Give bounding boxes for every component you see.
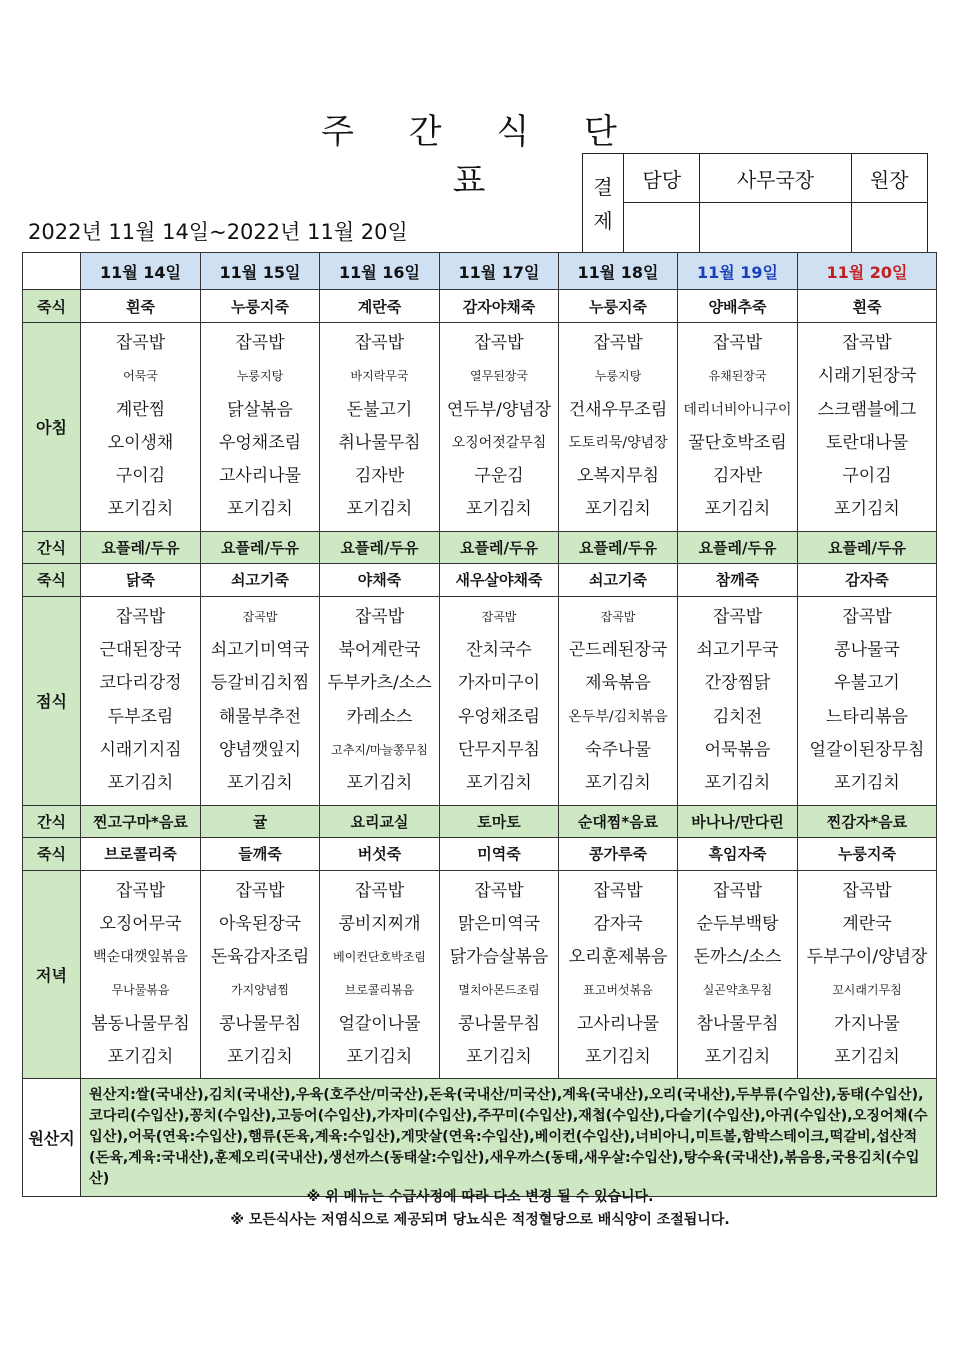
snack-item: 순대찜*음료 <box>559 805 678 837</box>
menu-item: 잡곡밥 <box>842 880 892 901</box>
origin-label: 원산지 <box>23 1079 81 1197</box>
porridge-item: 쇠고기죽 <box>201 563 320 596</box>
porridge-item: 흰죽 <box>81 290 201 323</box>
menu-item: 잡곡밥 <box>842 606 892 627</box>
day-header: 11월 17일 <box>440 253 559 290</box>
menu-item: 고추지/마늘쫑무침 <box>331 742 428 757</box>
menu-item: 가자미구이 <box>457 673 541 694</box>
menu-item: 곤드레된장국 <box>568 640 668 661</box>
menu-item: 구운김 <box>474 466 524 487</box>
menu-item: 포기김치 <box>834 773 900 794</box>
porridge-item: 계란죽 <box>320 290 440 323</box>
menu-item: 얼갈이된장무침 <box>809 739 925 760</box>
day-header: 11월 18일 <box>559 253 678 290</box>
menu-item: 감자국 <box>593 913 643 934</box>
day-header-saturday: 11월 19일 <box>678 253 798 290</box>
menu-item: 백순대깻잎볶음 <box>93 949 188 966</box>
snack-item: 요플레/두유 <box>440 531 559 563</box>
menu-item: 잡곡밥 <box>115 333 166 353</box>
menu-item: 계란국 <box>842 913 892 934</box>
menu-item: 꿀단호박조림 <box>688 432 787 453</box>
menu-item: 포기김치 <box>585 499 651 520</box>
menu-item: 두부카츠/소스 <box>327 673 432 694</box>
breakfast-row <box>23 323 937 532</box>
porridge-item: 콩가루죽 <box>559 837 678 870</box>
menu-item: 포기김치 <box>107 1047 174 1068</box>
snack1-label: 간식 <box>23 531 81 563</box>
menu-item: 오리훈제볶음 <box>568 947 668 968</box>
menu-item: 포기김치 <box>834 499 900 520</box>
menu-item: 포기김치 <box>227 1047 293 1068</box>
menu-item: 고사리나물 <box>576 1013 660 1034</box>
meal-cell <box>201 596 320 805</box>
porridge-item: 감자야채죽 <box>440 290 559 323</box>
menu-item: 오징어무국 <box>99 913 182 934</box>
menu-item: 돈육감자조림 <box>210 947 310 968</box>
snack1-row <box>23 531 937 563</box>
menu-item: 단무지무침 <box>457 739 541 760</box>
meal-cell <box>81 323 201 532</box>
dinner-porridge-label: 죽식 <box>23 837 81 870</box>
menu-item: 포기김치 <box>346 499 413 520</box>
menu-item: 계란찜 <box>115 399 166 420</box>
porridge-item: 들깨죽 <box>201 837 320 870</box>
menu-item: 참나물무침 <box>696 1013 779 1034</box>
menu-item: 오징어젓갈무침 <box>451 434 547 451</box>
menu-item: 포기김치 <box>704 1047 771 1068</box>
approval-sign-director <box>851 203 928 255</box>
menu-item: 무나물볶음 <box>111 983 170 998</box>
porridge-item: 참깨죽 <box>678 563 798 596</box>
breakfast-porridge-row <box>23 290 937 323</box>
porridge-item: 닭죽 <box>81 563 201 596</box>
menu-item: 잡곡밥 <box>474 333 524 353</box>
snack-item: 찐감자*음료 <box>798 805 937 837</box>
breakfast-label: 아침 <box>23 323 81 532</box>
meal-cell <box>678 870 798 1079</box>
meal-cell <box>678 323 798 532</box>
menu-item: 잡곡밥 <box>354 333 405 353</box>
menu-item: 포기김치 <box>346 1047 413 1068</box>
menu-item: 포기김치 <box>466 499 532 520</box>
menu-item: 포기김치 <box>704 499 771 520</box>
meal-cell <box>440 323 559 532</box>
menu-item: 잡곡밥 <box>600 609 636 624</box>
menu-item: 어묵볶음 <box>704 739 771 760</box>
approval-label <box>583 154 624 255</box>
meal-cell <box>559 870 678 1079</box>
menu-item: 포기김치 <box>346 773 413 794</box>
menu-item: 얼갈이나물 <box>338 1013 421 1034</box>
dinner-row <box>23 870 937 1079</box>
meal-cell <box>440 870 559 1079</box>
menu-item: 쇠고기미역국 <box>210 640 310 661</box>
snack-item: 요플레/두유 <box>559 531 678 563</box>
porridge-item: 누룽지죽 <box>559 290 678 323</box>
corner-cell <box>23 253 81 290</box>
menu-item: 잡곡밥 <box>593 333 643 353</box>
menu-item: 구이김 <box>842 466 892 487</box>
porridge-item: 미역죽 <box>440 837 559 870</box>
menu-item: 가지나물 <box>834 1013 900 1034</box>
menu-item: 잡곡밥 <box>712 333 763 353</box>
menu-item: 콩나물무침 <box>457 1013 541 1034</box>
menu-item: 고사리나물 <box>218 466 302 487</box>
menu-item: 누룽지탕 <box>236 369 284 384</box>
menu-item: 양념깻잎지 <box>218 739 302 760</box>
menu-item: 오복지무침 <box>576 466 660 487</box>
approval-sign-secretary <box>700 203 851 255</box>
menu-item: 시래기지짐 <box>99 739 182 760</box>
porridge-item: 감자죽 <box>798 563 937 596</box>
menu-item: 포기김치 <box>227 499 293 520</box>
menu-item: 건새우무조림 <box>568 399 668 420</box>
day-header: 11월 15일 <box>201 253 320 290</box>
meal-cell <box>440 596 559 805</box>
meal-cell <box>201 323 320 532</box>
meal-cell <box>81 596 201 805</box>
menu-item: 잡곡밥 <box>712 880 763 901</box>
menu-item: 잡곡밥 <box>474 880 524 901</box>
menu-item: 맑은미역국 <box>457 913 541 934</box>
snack-item: 요플레/두유 <box>201 531 320 563</box>
menu-item: 어묵국 <box>123 369 158 384</box>
menu-item: 브로콜리볶음 <box>344 983 415 998</box>
menu-item: 누룽지탕 <box>594 369 642 384</box>
menu-item: 유채된장국 <box>708 369 767 384</box>
snack-item: 요플레/두유 <box>798 531 937 563</box>
menu-item: 두부구이/양념장 <box>806 947 928 968</box>
menu-item: 잡곡밥 <box>593 880 643 901</box>
notice-menu-change: ※ 위 메뉴는 수급사정에 따라 다소 변경 될 수 있습니다. <box>306 1189 654 1205</box>
menu-item: 닭가슴살볶음 <box>449 947 549 968</box>
dinner-label: 저녁 <box>23 870 81 1079</box>
menu-item: 베이컨단호박조림 <box>333 950 426 965</box>
menu-item: 우엉채조림 <box>457 706 541 727</box>
porridge-item: 누룽지죽 <box>201 290 320 323</box>
menu-item: 온두부/김치볶음 <box>568 708 668 725</box>
porridge-item: 야채죽 <box>320 563 440 596</box>
menu-item: 취나물무침 <box>338 432 421 453</box>
snack2-row <box>23 805 937 837</box>
menu-item: 실곤약초무침 <box>702 983 773 998</box>
menu-item: 봄동나물무침 <box>91 1013 190 1034</box>
snack-item: 요플레/두유 <box>81 531 201 563</box>
meal-cell <box>320 323 440 532</box>
snack-item: 귤 <box>201 805 320 837</box>
approval-sign-staff <box>624 203 700 255</box>
porridge-item: 흰죽 <box>798 290 937 323</box>
meal-cell <box>201 870 320 1079</box>
meal-cell <box>678 596 798 805</box>
menu-item: 간장찜닭 <box>704 673 771 694</box>
weekly-menu-table <box>22 252 937 1197</box>
menu-item: 카레소스 <box>346 706 413 727</box>
snack2-label: 간식 <box>23 805 81 837</box>
menu-item: 잡곡밥 <box>354 880 405 901</box>
menu-item: 콩나물국 <box>834 640 900 661</box>
snack-item: 찐고구마*음료 <box>81 805 201 837</box>
menu-item: 포기김치 <box>585 1047 651 1068</box>
menu-item: 아욱된장국 <box>218 913 302 934</box>
snack-item: 바나나/만다린 <box>678 805 798 837</box>
day-header: 11월 14일 <box>81 253 201 290</box>
menu-item: 돈불고기 <box>346 399 413 420</box>
porridge-item: 양배추죽 <box>678 290 798 323</box>
menu-item: 꼬시래기무침 <box>832 983 902 998</box>
porridge-item: 누룽지죽 <box>798 837 937 870</box>
porridge-item: 쇠고기죽 <box>559 563 678 596</box>
menu-item: 쇠고기무국 <box>696 640 779 661</box>
menu-item: 코다리강정 <box>99 673 182 694</box>
menu-item: 토란대나물 <box>825 432 909 453</box>
snack-item: 요플레/두유 <box>320 531 440 563</box>
notice-low-salt: ※ 모든식사는 저염식으로 제공되며 당뇨식은 적정혈당으로 배식양이 조절됩니다. <box>230 1212 730 1228</box>
menu-item: 등갈비김치찜 <box>210 673 310 694</box>
breakfast-porridge-label: 죽식 <box>23 290 81 323</box>
menu-item: 가지양념찜 <box>231 983 289 998</box>
day-header-row <box>23 253 937 290</box>
menu-item: 닭살볶음 <box>227 399 293 420</box>
menu-item: 데리너비아니구이 <box>683 401 792 418</box>
menu-item: 잡곡밥 <box>842 333 892 353</box>
approval-box <box>582 153 928 255</box>
porridge-item: 버섯죽 <box>320 837 440 870</box>
day-header: 11월 16일 <box>320 253 440 290</box>
menu-item: 포기김치 <box>704 773 771 794</box>
menu-item: 잡곡밥 <box>115 606 166 627</box>
menu-item: 잡곡밥 <box>242 609 278 624</box>
menu-item: 포기김치 <box>466 773 532 794</box>
approval-label-line1: 결 <box>593 175 613 199</box>
approval-label-line2: 제 <box>593 209 613 233</box>
menu-item: 오이생채 <box>107 432 174 453</box>
meal-cell <box>559 323 678 532</box>
origin-row <box>23 1079 937 1197</box>
menu-item: 포기김치 <box>466 1047 532 1068</box>
menu-item: 제육볶음 <box>585 673 651 694</box>
menu-item: 해물부추전 <box>218 706 302 727</box>
menu-item: 느타리볶음 <box>825 706 909 727</box>
menu-item: 잡곡밥 <box>712 606 763 627</box>
menu-item: 열무된장국 <box>470 369 528 384</box>
menu-item: 잔치국수 <box>466 640 532 661</box>
menu-item: 바지락무국 <box>350 369 409 384</box>
lunch-porridge-label: 죽식 <box>23 563 81 596</box>
menu-item: 포기김치 <box>585 773 651 794</box>
menu-item: 도토리묵/양념장 <box>568 434 668 451</box>
meal-cell <box>559 596 678 805</box>
menu-period: 2022년 11월 14일~2022년 11월 20일 <box>28 220 408 244</box>
menu-item: 우엉채조림 <box>218 432 302 453</box>
snack-item: 요리교실 <box>320 805 440 837</box>
menu-item: 스크램블에그 <box>817 399 917 420</box>
page-title: 주 간 식 단 표 <box>321 112 639 201</box>
meal-cell <box>798 870 937 1079</box>
snack-item: 요플레/두유 <box>678 531 798 563</box>
lunch-row <box>23 596 937 805</box>
meal-cell <box>320 596 440 805</box>
menu-item: 잡곡밥 <box>235 333 285 353</box>
lunch-label: 점식 <box>23 596 81 805</box>
meal-cell <box>798 323 937 532</box>
menu-item: 잡곡밥 <box>115 880 166 901</box>
menu-item: 김치전 <box>712 706 763 727</box>
approval-role-secretary: 사무국장 <box>700 154 851 203</box>
menu-item: 콩비지찌개 <box>338 913 421 934</box>
meal-cell <box>320 870 440 1079</box>
menu-item: 김자반 <box>354 466 405 487</box>
menu-item: 잡곡밥 <box>481 609 517 624</box>
meal-cell <box>798 596 937 805</box>
snack-item: 토마토 <box>440 805 559 837</box>
menu-item: 돈까스/소스 <box>693 947 782 968</box>
menu-item: 북어계란국 <box>338 640 421 661</box>
day-header-sunday: 11월 20일 <box>798 253 937 290</box>
menu-item: 표고버섯볶음 <box>583 983 653 998</box>
porridge-item: 흑임자죽 <box>678 837 798 870</box>
menu-item: 구이김 <box>115 466 166 487</box>
menu-item: 잡곡밥 <box>354 606 405 627</box>
porridge-item: 브로콜리죽 <box>81 837 201 870</box>
menu-item: 잡곡밥 <box>235 880 285 901</box>
menu-item: 포기김치 <box>107 773 174 794</box>
meal-cell <box>81 870 201 1079</box>
menu-item: 우불고기 <box>834 673 900 694</box>
menu-item: 순두부백탕 <box>696 913 779 934</box>
menu-item: 포기김치 <box>834 1047 900 1068</box>
origin-text: 원산지:쌀(국내산),김치(국내산),우육(호주산/미국산),돈육(국내산/미국산),계육(국내산),오리(국내산),두부류(수입산),동태(수입산),코다리(수입산),꽁치(수입산),고등어(수입산),가자미(수입산),주꾸미(수입산),재첩(수입산),다슬기(수입산),아귀(수입산),오징어채(수입산),어묵(연육:수입산),햄류(돈육,계육:수입산),게맛살(연육:수입산),베이컨(수입산),너비아니,미트볼,함박스테이크,떡갈비,섭산적(돈육,계육:국내산),훈제오리(국내산),생선까스(동태살:수입산),새우까스(동태,새우살:수입산),탕수육(국내산),볶음용,국용김치(수입산) <box>81 1079 937 1197</box>
menu-item: 콩나물무침 <box>218 1013 302 1034</box>
menu-item: 시래기된장국 <box>817 366 917 387</box>
menu-item: 김자반 <box>712 466 763 487</box>
approval-role-director: 원장 <box>851 154 928 203</box>
menu-item: 멸치아몬드조림 <box>458 983 540 998</box>
menu-item: 포기김치 <box>107 499 174 520</box>
lunch-porridge-row <box>23 563 937 596</box>
porridge-item: 새우살야채죽 <box>440 563 559 596</box>
menu-item: 근대된장국 <box>99 640 182 661</box>
menu-item: 숙주나물 <box>585 739 651 760</box>
menu-item: 포기김치 <box>227 773 293 794</box>
approval-role-staff: 담당 <box>624 154 700 203</box>
dinner-porridge-row <box>23 837 937 870</box>
menu-item: 연두부/양념장 <box>446 399 552 420</box>
menu-item: 두부조림 <box>107 706 174 727</box>
